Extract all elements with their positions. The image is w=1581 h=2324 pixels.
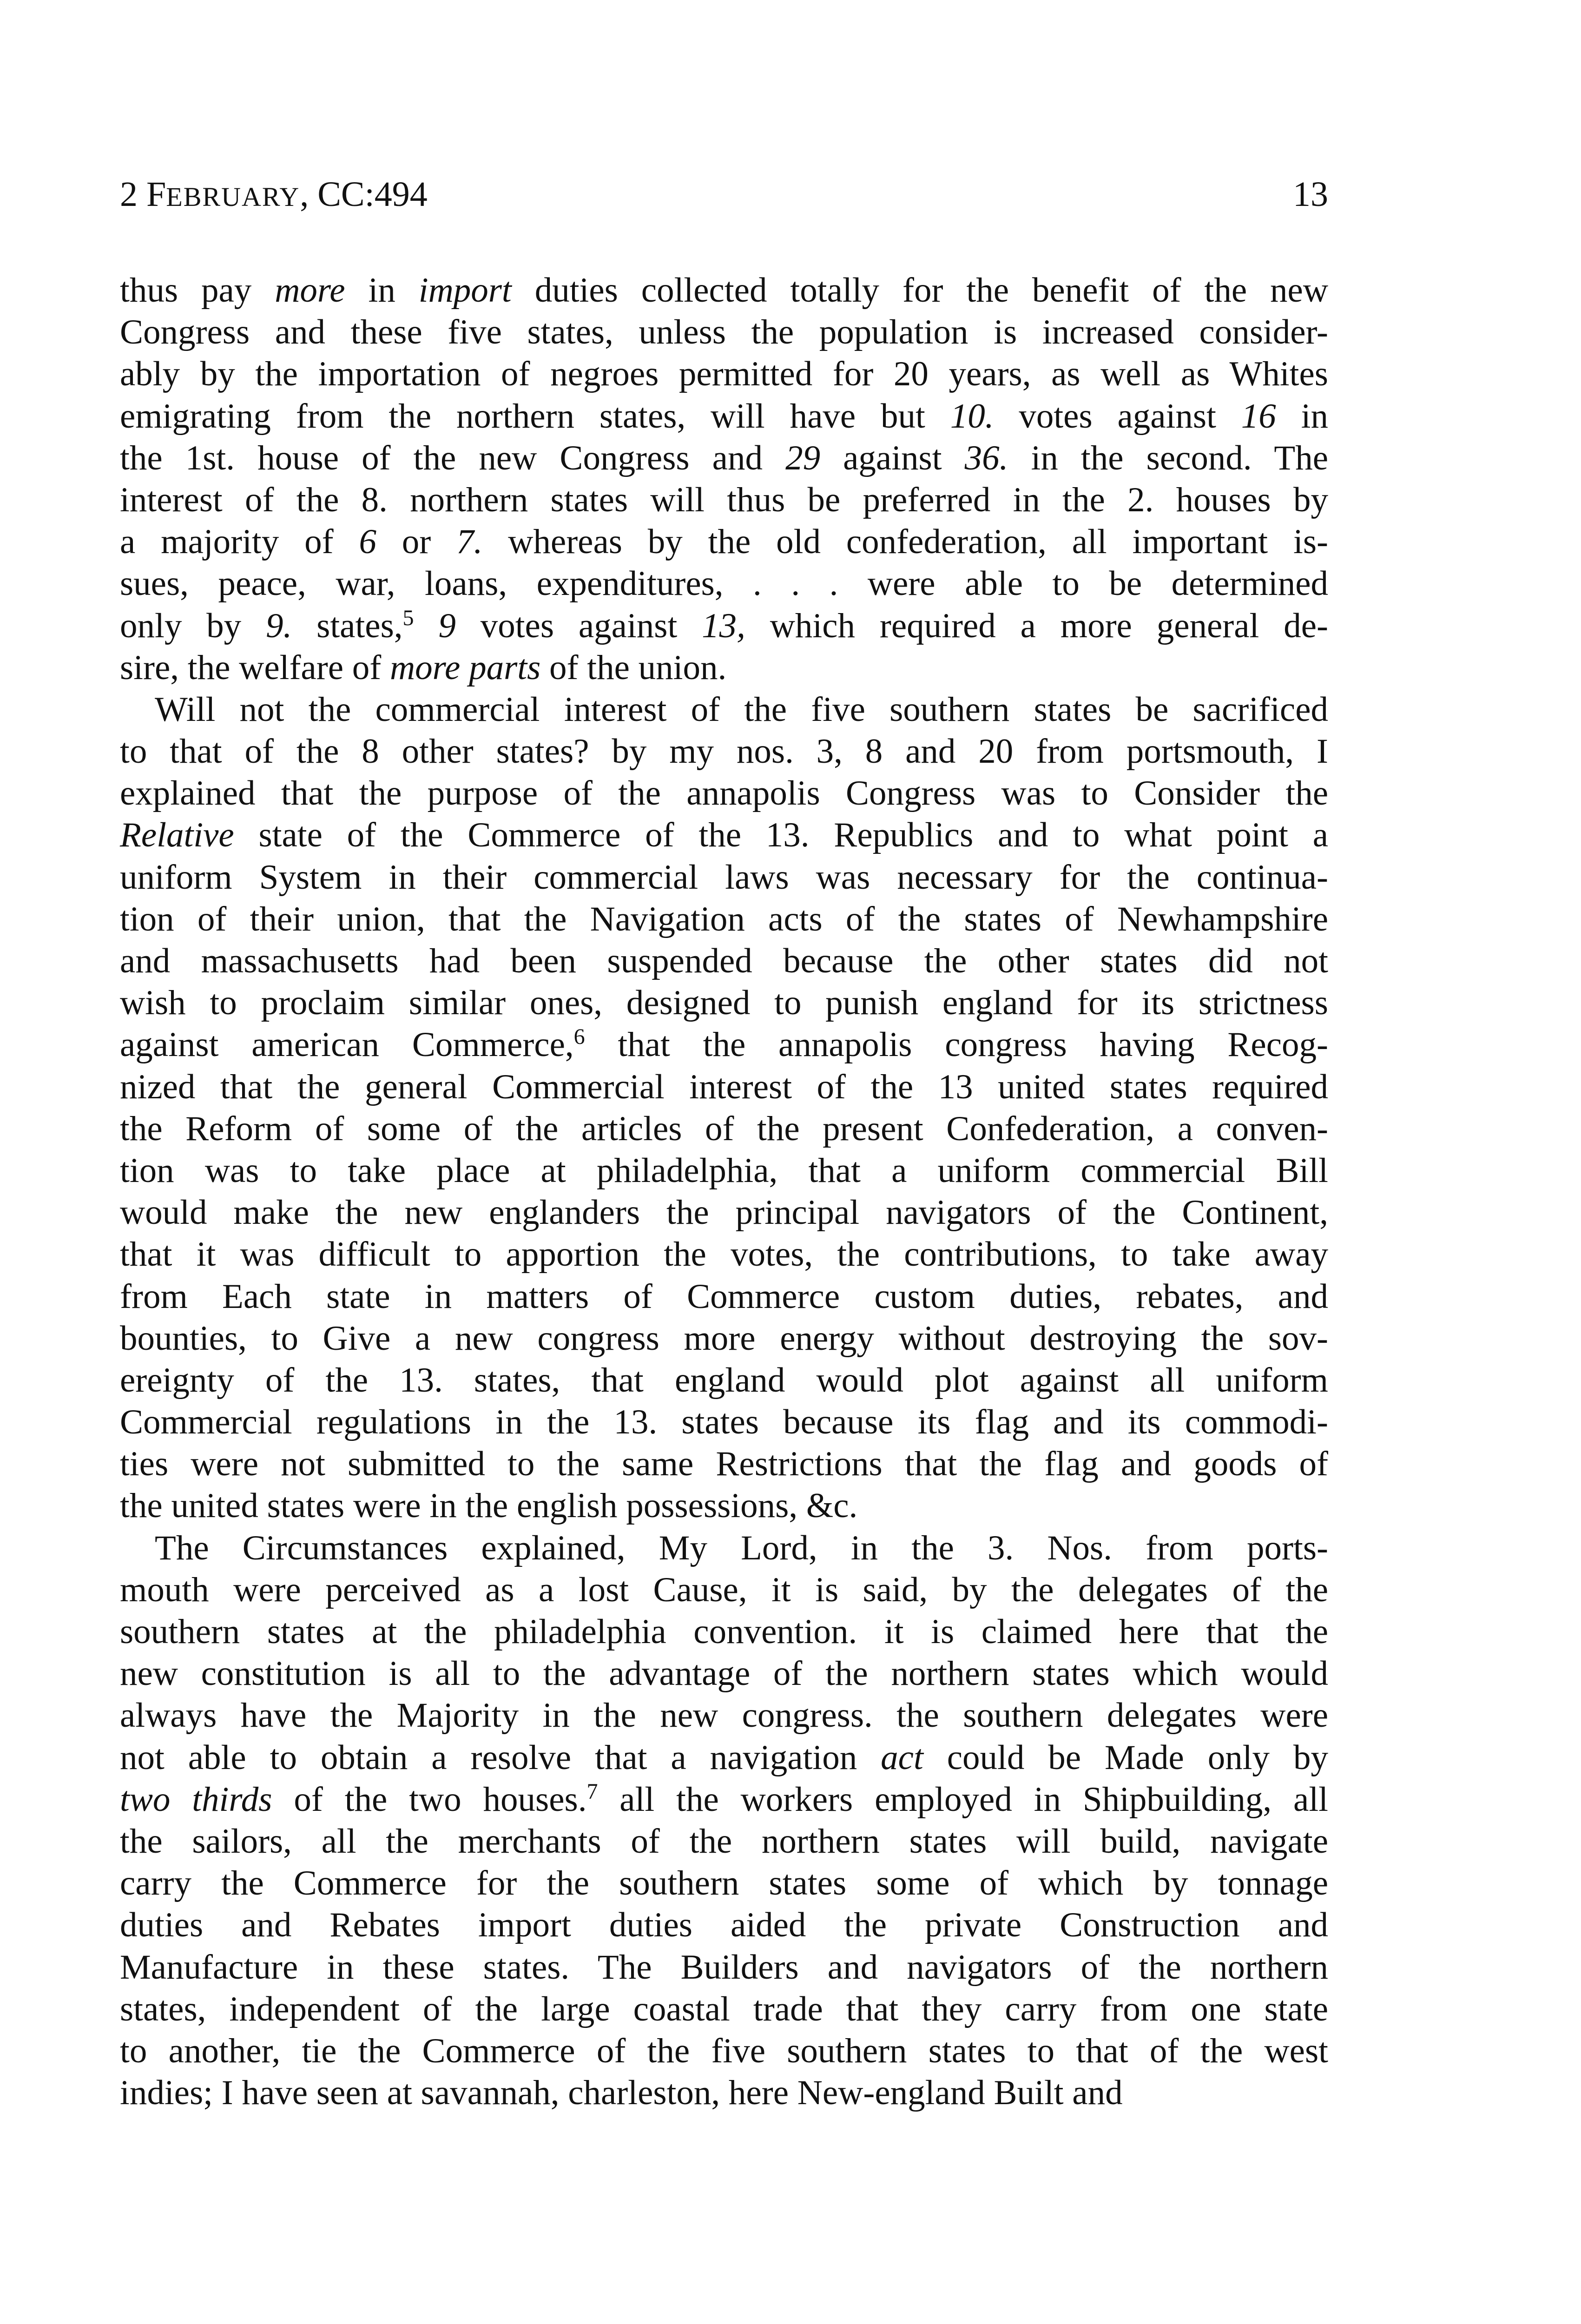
footnote-marker: 6: [573, 1024, 585, 1050]
text-run: only by: [120, 606, 266, 645]
text-run: explained that the purpose of the annapolis Congress was to Consider the: [120, 774, 1328, 813]
text-line: [120, 1192, 1328, 1234]
text-line: [120, 2030, 1328, 2072]
text-run: a majority of: [120, 522, 359, 561]
text-line: [120, 1527, 1328, 1569]
text-line: [120, 1318, 1328, 1360]
text-line: [120, 1821, 1328, 1862]
text-run: and massachusetts had been suspended because the other states did not: [120, 942, 1328, 980]
text-line: [120, 1276, 1328, 1318]
running-head: [120, 177, 1328, 232]
text-line: [120, 479, 1328, 521]
text-run: the united states were in the english possessions, &c.: [120, 1486, 858, 1525]
text-line: [120, 1947, 1328, 1988]
text-run: Will not the commercial interest of the five southern states be sacrificed: [155, 690, 1328, 729]
italic-text: 7.: [456, 522, 483, 561]
text-run: duties collected totally for the benefit of the new: [511, 271, 1328, 310]
text-line: [120, 1360, 1328, 1401]
text-run: new constitution is all to the advantage of the northern states which would: [120, 1654, 1328, 1693]
text-line: [120, 353, 1328, 395]
date-prefix: 2: [120, 175, 146, 214]
text-line: [120, 814, 1328, 856]
text-run: Congress and these five states, unless the population is increased consider-: [120, 313, 1328, 352]
text-line: [120, 1234, 1328, 1275]
text-run: tion of their union, that the Navigation acts of the states of Newhampshire: [120, 899, 1328, 938]
text-run: which required a more general de-: [745, 606, 1328, 645]
text-line: [120, 563, 1328, 605]
text-line: [120, 772, 1328, 814]
text-run: thus pay: [120, 271, 275, 310]
text-run: state of the Commerce of the 13. Republics and to what point a: [234, 816, 1328, 855]
text-run: carry the Commerce for the southern states some of which by tonnage: [120, 1864, 1328, 1903]
text-run: from Each state in matters of Commerce custom duties, rebates, and: [120, 1277, 1328, 1316]
text-run: The Circumstances explained, My Lord, in the 3. Nos. from ports-: [155, 1528, 1328, 1567]
italic-text: 16: [1241, 396, 1276, 436]
italic-text: 29: [785, 438, 821, 477]
text-line: [120, 605, 1328, 647]
italic-text: 6: [359, 522, 376, 561]
text-line: [120, 521, 1328, 563]
text-run: to another, tie the Commerce of the five southern states to that of the west: [120, 2031, 1328, 2070]
italic-text: import: [418, 271, 512, 310]
text-run: emigrating from the northern states, will have but: [120, 396, 950, 436]
text-run: southern states at the philadelphia convention. it is claimed here that the: [120, 1612, 1328, 1651]
text-line: [120, 1653, 1328, 1695]
text-run: ably by the importation of negroes permitted for 20 years, as well as Whites: [120, 355, 1328, 394]
text-line: [120, 689, 1328, 731]
text-run: the 1st. house of the new Congress and: [120, 438, 786, 477]
text-line: [120, 731, 1328, 772]
text-run: to that of the 8 other states? by my nos. 3, 8 and 20 from portsmouth, I: [120, 732, 1328, 771]
text-run: of the two houses.: [272, 1780, 587, 1819]
text-run: Commercial regulations in the 13. states because its flag and its commodi-: [120, 1403, 1328, 1442]
text-run: sire, the welfare of: [120, 648, 390, 687]
italic-text: 10.: [950, 396, 994, 436]
text-line: [120, 1401, 1328, 1443]
text-run: that it was difficult to apportion the votes, the contributions, to take away: [120, 1235, 1328, 1274]
running-head-date: [120, 177, 428, 212]
text-run: states,: [292, 606, 403, 645]
text-line: [120, 270, 1328, 311]
text-run: wish to proclaim similar ones, designed to punish england for its strictness: [120, 984, 1328, 1023]
text-line: [120, 2072, 1328, 2114]
text-line: [120, 437, 1328, 479]
text-run: not able to obtain a resolve that a navigation: [120, 1738, 881, 1777]
text-run: ereignty of the 13. states, that england would plot against all uniform: [120, 1360, 1328, 1400]
text-run: the Reform of some of the articles of the present Confederation, a conven-: [120, 1109, 1328, 1148]
text-line: [120, 857, 1328, 898]
text-run: that the annapolis congress having Recog-: [585, 1025, 1328, 1064]
text-run: in: [1276, 396, 1328, 436]
text-line: [120, 898, 1328, 940]
footnote-marker: 5: [402, 605, 414, 630]
text-run: of the union.: [540, 648, 727, 687]
text-line: [120, 647, 1328, 689]
text-run: would make the new englanders the principal navigators of the Continent,: [120, 1193, 1328, 1232]
italic-text: more: [275, 271, 345, 310]
italic-text: Relative: [120, 816, 234, 855]
text-run: in: [345, 271, 419, 310]
text-run: votes against: [455, 606, 702, 645]
text-line: [120, 1695, 1328, 1736]
text-run: ties were not submitted to the same Restrictions that the flag and goods of: [120, 1445, 1328, 1484]
body-text: [120, 270, 1328, 2114]
text-line: [120, 1108, 1328, 1150]
italic-text: 9.: [266, 606, 292, 645]
text-line: [120, 1569, 1328, 1611]
text-run: or: [376, 522, 457, 561]
text-line: [120, 1485, 1328, 1527]
month-rest: EBRUARY: [166, 182, 300, 212]
italic-text: 9: [438, 606, 456, 645]
text-line: [120, 311, 1328, 353]
document-reference: , CC:494: [300, 175, 428, 214]
text-line: [120, 1611, 1328, 1653]
text-line: [120, 1988, 1328, 2030]
text-line: [120, 1150, 1328, 1192]
italic-text: act: [881, 1738, 923, 1777]
text-line: [120, 940, 1328, 982]
text-run: duties and Rebates import duties aided the private Construction and: [120, 1906, 1328, 1945]
text-run: [414, 607, 439, 645]
text-run: indies; I have seen at savannah, charleston, here New-england Built and: [120, 2073, 1123, 2113]
text-run: states, independent of the large coastal trade that they carry from one state: [120, 1989, 1328, 2028]
month-initial: F: [146, 175, 166, 214]
document-page: [120, 177, 1328, 2114]
footnote-marker: 7: [586, 1779, 598, 1804]
italic-text: 13,: [702, 606, 745, 645]
text-line: [120, 1862, 1328, 1904]
text-run: the sailors, all the merchants of the northern states will build, navigate: [120, 1822, 1328, 1861]
text-line: [120, 1779, 1328, 1821]
text-run: sues, peace, war, loans, expenditures, . . . were able to be determined: [120, 564, 1328, 603]
text-run: Manufacture in these states. The Builders and navigators of the northern: [120, 1948, 1328, 1987]
text-run: bounties, to Give a new congress more energy without destroying the sov-: [120, 1319, 1328, 1358]
text-line: [120, 1904, 1328, 1946]
text-run: always have the Majority in the new congress. the southern delegates were: [120, 1696, 1328, 1735]
text-run: whereas by the old confederation, all important is-: [482, 522, 1328, 561]
page-number: 13: [1293, 175, 1328, 214]
text-run: mouth were perceived as a lost Cause, it is said, by the delegates of the: [120, 1570, 1328, 1609]
text-run: votes against: [994, 396, 1241, 436]
text-line: [120, 1443, 1328, 1485]
text-run: uniform System in their commercial laws was necessary for the continua-: [120, 858, 1328, 897]
text-run: interest of the 8. northern states will thus be preferred in the 2. houses by: [120, 480, 1328, 519]
italic-text: 36.: [964, 438, 1008, 477]
text-run: nized that the general Commercial interest of the 13 united states required: [120, 1067, 1328, 1106]
italic-text: two thirds: [120, 1780, 272, 1819]
text-line: [120, 1024, 1328, 1066]
text-line: [120, 1066, 1328, 1108]
text-run: in the second. The: [1008, 438, 1328, 477]
italic-text: more parts: [389, 648, 541, 687]
text-run: against: [820, 438, 965, 477]
text-run: could be Made only by: [923, 1738, 1328, 1777]
text-run: all the workers employed in Shipbuilding, all: [598, 1780, 1329, 1819]
text-run: against american Commerce,: [120, 1025, 574, 1064]
text-run: tion was to take place at philadelphia, that a uniform commercial Bill: [120, 1151, 1328, 1190]
text-line: [120, 396, 1328, 437]
text-line: [120, 1737, 1328, 1779]
text-line: [120, 982, 1328, 1024]
